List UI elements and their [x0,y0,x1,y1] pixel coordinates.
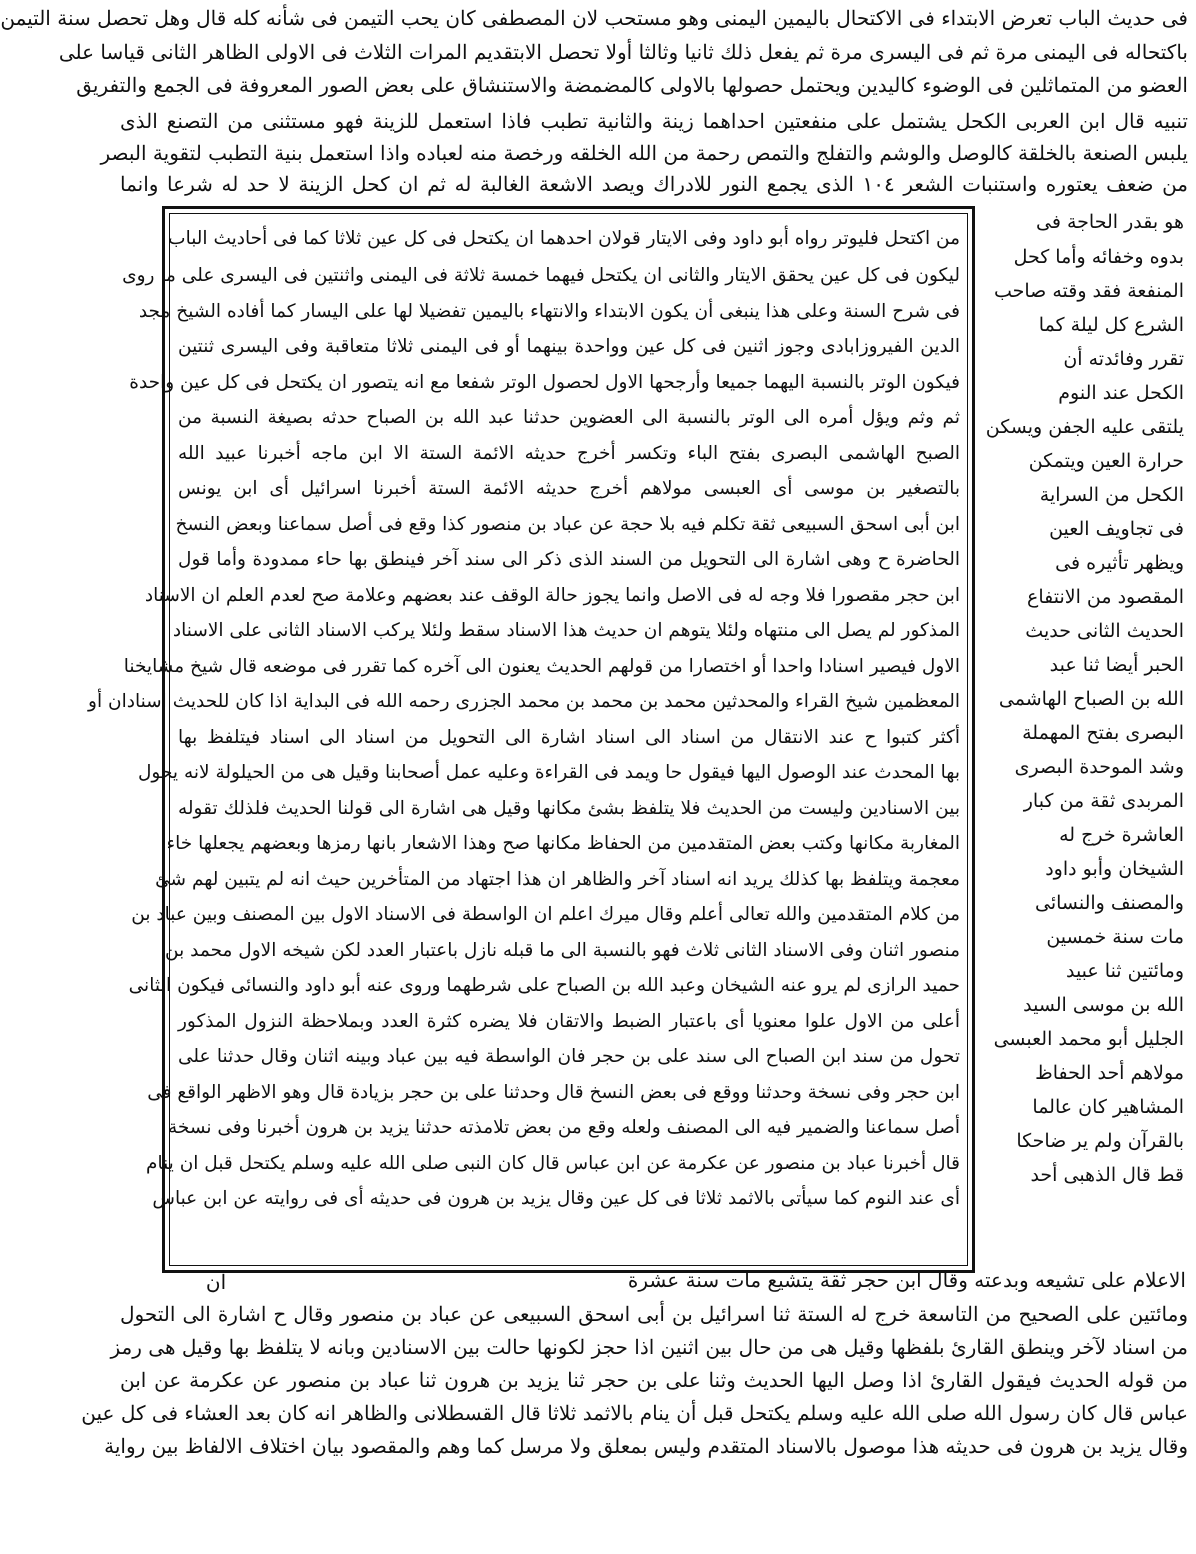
side-line: مولاهم أحد الحفاظ [1035,1062,1184,1084]
top-line: فى حديث الباب تعرض الابتداء فى الاكتحال باليمين اليمنى وهو مستحب لان المصطفى كان يحب التيمن فى شأنه كله قال وهل تحصل سنة التيمن [0,6,1188,30]
bottom-margin-note: ان [205,1270,227,1294]
main-line: الصبح الهاشمى البصرى بفتح الباء وتكسر أخرج حديثه الائمة الستة الا ابن ماجه أخبرنا عبيد الله [178,443,960,464]
side-line: فى تجاويف العين [1049,518,1184,540]
side-line: هو بقدر الحاجة فى [1036,211,1184,233]
top-line: تنبيه قال ابن العربى الكحل يشتمل على منفعتين احداهما زينة والثانية تطبب فاذا استعمل للزينة فهو مستثنى من التصنع الذى [120,109,1188,133]
main-line: بين الاسنادين وليست من الحديث فلا يتلفظ بشئ مكانها وقيل هى اشارة الى قولنا الحديث فلذلك تقوله [178,798,960,819]
main-line: معجمة ويتلفظ بها كذلك يريد انه اسناد آخر والظاهر ان هذا اجتهاد من المتأخرين حيث انه لم يتبين لهم شئ [155,869,960,890]
bottom-line: وقال يزيد بن هرون فى حديثه هذا موصول بالاسناد المتقدم وليس بمعلق ولا مرسل كما وهم والمقصود بيان اختلاف الالفاظ بين رواية [104,1434,1188,1458]
side-line: البصرى بفتح المهملة [1022,722,1184,744]
main-line: تحول من سند ابن الصباح الى سند على بن حجر فان الواسطة فيه بين عباد وبينه اثنان وقال حدثنا على [178,1046,960,1067]
top-line: العضو من المتماثلين فى الوضوء كاليدين ويحتمل حصولها بالاولى كالمضمضة والاستنشاق على بعض الصور المعروفة فى الجمع والتفريق [76,73,1188,97]
side-line: بدوه وخفائه وأما كحل [1013,246,1184,268]
main-line: فى شرح السنة وعلى هذا ينبغى أن يكون الابتداء والانتهاء باليمين تفضيلا لها على اليسار كما أفاده الشيخ مجد [138,301,960,322]
main-line: الحاضرة ح وهى اشارة الى التحويل من السند الذى ذكر الى سند آخر فينطق بها حاء ممدودة وأما قول [178,549,960,570]
top-line: يلبس الصنعة بالخلقة كالوصل والوشم والتفلج والتمص رحمة من الله الخلقه ورخصة منه لعباده واذا استعمل بنية التطبب لتقوية البصر [100,141,1188,165]
side-line: المربدى ثقة من كبار [1023,790,1184,812]
side-line: المقصود من الانتفاع [1026,586,1184,608]
main-line: من اكتحل فليوتر رواه أبو داود وفى الايتار قولان احدهما ان يكتحل فى كل عين ثلاثا كما فى أحاديث الباب [168,228,960,249]
side-line: وشد الموحدة البصرى [1014,756,1184,778]
side-line: الحديث الثانى حديث [1025,620,1184,642]
bottom-line: الاعلام على تشيعه وبدعته وقال ابن حجر ثقة يتشيع مات سنة عشرة [627,1268,1186,1292]
side-line: حرارة العين ويتمكن [1028,450,1184,472]
top-line: باكتحاله فى اليمنى مرة ثم فى اليسرى مرة ثم يفعل ذلك ثانيا وثالثا أولا تحصل الابتقديم المرات الثلاث فى الاولى الظاهر الثانى قياسا على [58,40,1188,64]
main-line: ابن حجر وفى نسخة وحدثنا ووقع فى بعض النسخ قال وحدثنا على بن حجر بزيادة قال وهو الاظهر الواقع فى [147,1082,960,1103]
side-line: المشاهير كان عالما [1032,1096,1184,1118]
bottom-line: من اسناد لآخر وينطق القارئ بلفظها وقيل هى من حال بين اثنين اذا حجز لكونها حالت بين الاسنادين وبانه لا يتلفظ بها وقيل هى رمز [110,1335,1188,1359]
bottom-line: ومائتين على الصحيح من التاسعة خرج له الستة ثنا اسرائيل بن أبى اسحق السبيعى عن عباد بن منصور وقال ح اشارة الى التحول [120,1302,1188,1326]
side-line: بالقرآن ولم ير ضاحكا [1016,1130,1184,1152]
main-line: قال أخبرنا عباد بن منصور عن عكرمة عن ابن عباس قال كان النبى صلى الله عليه وسلم يكتحل قبل ان ينام [146,1153,960,1174]
side-line: يلتقى عليه الجفن ويسكن [985,416,1184,438]
main-line: أعلى من الاول علوا معنويا أى باعتبار الضبط والاتقان فلا يضره كثرة العدد وبملاحظة النزول المذكور [178,1011,960,1032]
side-line: الكحل عند النوم [1058,382,1184,404]
side-line: تقرر وفائدته أن [1063,348,1184,370]
main-line [178,1221,960,1251]
main-line: المغاربة مكانها وكتب بعض المتقدمين من الحفاظ مكانها صح وهذا الاشعار بانها رمزها وبعضهم يجعلها خاء [166,833,960,854]
main-line: الاول فيصير اسنادا واحدا أو اختصارا من قولهم الحديث يعنون الى آخره كما تقرر فى موضعه قال شيخ مشايخنا [123,656,960,677]
main-line: بالتصغير بن موسى أى العبسى مولاهم أخرج حديثه الائمة الستة أخبرنا اسرائيل أى ابن يونس [178,478,960,499]
bottom-line: عباس قال كان رسول الله صلى الله عليه وسلم يكتحل قبل أن ينام بالاثمد ثلاثا قال القسطلانى والظاهر انه كان بعد العشاء فى كل عين [81,1401,1188,1425]
side-line: ويظهر تأثيره فى [1055,552,1184,574]
main-line: ليكون فى كل عين يحقق الايتار والثانى ان يكتحل فيهما خمسة ثلاثة فى اليمنى واثنتين فى اليسرى على ما روى [122,265,960,286]
main-line: أصل سماعنا والضمير فيه الى المصنف ولعله وقع من بعض تلامذته حدثنا يزيد بن هرون أخبرنا وفى نسخة [167,1117,960,1138]
main-line: بها المحدث عند الوصول اليها فيقول حا ويمد فى القراءة وعليه عمل أصحابنا وقيل هى من الحيلولة لانه يحول [137,762,960,783]
main-line: ثم وثم ويؤل أمره الى الوتر بالنسبة الى العضوين حدثنا عبد الله بن الصباح حدثه بصيغة النسبة من [178,407,960,428]
side-line: الله بن موسى السيد [1023,994,1184,1016]
main-line: حميد الرازى لم يرو عنه الشيخان وعبد الله بن الصباح على شرطهما وروى عنه أبو داود والنسائى فيكون الثانى [128,975,960,996]
main-line: ابن حجر مقصورا فلا وجه له فى الاصل وانما يجوز حالة الوقف عند بعضهم وعلامة صح لعدم العلم ان الاسناد [144,585,960,606]
side-line: الحبر أيضا ثنا عبد [1049,654,1184,676]
main-line: فيكون الوتر بالنسبة اليهما جميعا وأرجحها الاول لحصول الوتر شفعا مع انه يتصور ان يكتحل فى كل عين واحدة [129,372,960,393]
bottom-line: من قوله الحديث فيقول القارئ اذا وصل اليها الحديث وثنا على بن حجر ثنا يزيد بن هرون ثنا عباد بن منصور عن عكرمة عن ابن [120,1368,1188,1392]
main-line: المعظمين شيخ القراء والمحدثين محمد بن محمد بن محمد الجزرى رحمه الله فى البداية اذا كان للحديث اسنادان أو [88,691,960,712]
main-line: الدين الفيروزابادى وجوز اثنين فى كل عين وواحدة بينهما أو فى اليمنى ثلاثا متعاقبة وفى اليسرى ثنتين [178,336,960,357]
main-line: من كلام المتقدمين والله تعالى أعلم وقال ميرك اعلم ان الواسطة فى الاسناد الاول بين المصنف وبين عباد بن [131,904,960,925]
main-line: المذكور لم يصل الى منتهاه ولئلا يتوهم ان حديث هذا الاسناد سقط ولئلا يركب الاسناد الثانى على الاسناد [172,620,960,641]
side-line: مات سنة خمسين [1046,926,1184,948]
main-line: أى عند النوم كما سيأتى بالاثمد ثلاثا فى كل عين وقال يزيد بن هرون فى حديثه أى فى روايته عن ابن عباس [152,1188,960,1209]
side-line: الجليل أبو محمد العبسى [993,1028,1184,1050]
main-line: ابن أبى اسحق السبيعى ثقة تكلم فيه بلا حجة عن عباد بن منصور كذا وقع فى أصل سماعنا وبعض النسخ [175,514,960,535]
side-line: ومائتين ثنا عبيد [1065,960,1184,982]
side-line: الله بن الصباح الهاشمى [998,688,1184,710]
side-line: المنفعة فقد وقته صاحب [993,280,1184,302]
main-line: منصور اثنان وفى الاسناد الثانى ثلاث فهو بالنسبة الى ما قبله نازل باعتبار العدد لكن شيخه الاول محمد بن [165,940,960,961]
side-line: العاشرة خرج له [1059,824,1184,846]
side-line: الشرع كل ليلة كما [1038,314,1184,336]
side-line: الكحل من السراية [1039,484,1184,506]
side-line: الشيخان وأبو داود [1045,858,1184,880]
side-line: والمصنف والنسائى [1035,892,1184,914]
side-line: قط قال الذهبى أحد [1030,1164,1184,1186]
top-line: من ضعف يعتوره واستنبات الشعر ١٠٤ الذى يجمع النور للادراك ويصد الاشعة الغالبة له ثم ان كحل الزينة لا حد له شرعا وانما [120,172,1189,196]
main-line: أكثر كتبوا ح عند الانتقال من اسناد الى اسناد اشارة الى التحويل من اسناد الى اسناد فيتلفظ بها [178,727,960,748]
